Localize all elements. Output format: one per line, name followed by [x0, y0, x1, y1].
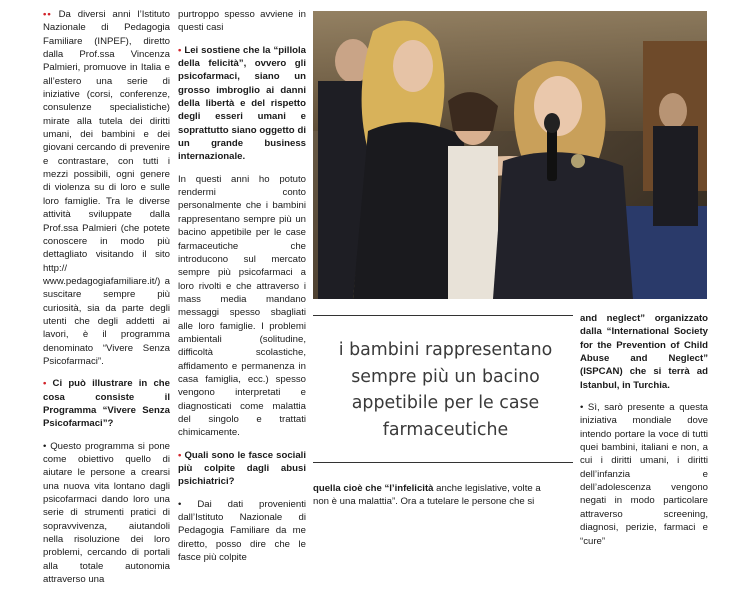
bottom-regular-text: anche legislative, volte a: [433, 483, 541, 494]
continued-paragraph: purtroppo spesso avviene in questi casi: [178, 9, 306, 34]
interview-photo: [313, 11, 707, 299]
answer-2: In questi anni ho potuto rendermi conto personalmente che i bambini rappresentano sempre più un bacino appetibile per le case farmaceutiche che introducono sul mercato sempre più psicofarmaci a loro rivolti e che attraverso i mass media mandano messaggi spesso sbagliati alle loro famiglie. I problemi ambientali (solitudine, difficoltà scolastiche, affidamento e permanenza in casa famiglia, ecc.) spesso vengono interpretati e diagnosticati come malattia del singolo e trattati chimicamente.: [178, 173, 306, 439]
bottom-line-2: non è una malattia”. Ora a tutelare le persone che si: [313, 496, 535, 507]
pull-quote: i bambini rappresentano sempre più un bacino appetibile per le case farmaceutiche: [338, 340, 553, 440]
photo-illustration: [313, 11, 707, 299]
article-column-1: [43, 8, 170, 595]
question-text: Ci può illustrare in che cosa consiste il Programma “Vivere Senza Psicofarmaci”?: [43, 378, 171, 430]
bottom-text-line: [313, 482, 575, 508]
paragraph-marker: ••: [43, 9, 52, 20]
event-paragraph: and neglect” organizzato dalla “International Society for the Prevention of Child Abuse and Neglect” (ISPCAN) che si terrà ad Istanbul, in Turchia.: [580, 313, 708, 391]
question-3: [178, 449, 306, 489]
answer-3: [178, 498, 306, 565]
bullet-marker: •: [43, 440, 47, 452]
bullet-marker: •: [178, 449, 182, 461]
answer-text: Questo programma si pone come obiettivo quello di aiutare le persone a crearsi una nuova vita lontano dagli psicofarmaci dando loro una serie di strumenti pratici di sopravvivenza, aiutandoli nella risoluzione dei loro problemi, cercando di portali alla totale autonomia attraverso una: [43, 440, 171, 586]
article-column-4: [580, 312, 708, 557]
article-column-2: [178, 8, 306, 573]
bullet-marker: •: [178, 498, 182, 510]
pullquote-bottom-rule: [313, 462, 573, 463]
pullquote-top-rule: [313, 315, 573, 316]
intro-text: Da diversi anni l’Istituto Nazionale di Pedagogia Familiare (INPEF), diretto dalla Prof.ssa Vincenza Palmieri, promuove in Italia e all’estero una serie di iniziative (corsi, conferenze, consulenze specialistiche) mirate alla tutela dei diritti umani, dei bambini e dei giovani cercando di prevenire e contrastare, con tutti i mezzi possibili, ogni genere di violenza su di loro e sulle loro famiglie. Tra le diverse attività sviluppate dalla Prof.ssa Palmieri (che potete conoscere in modo più dettagliato visitando il sito http:// www.pedagogiafamiliare.it/) a suscitare sempre più curiosità, sia da parte degli utenti che degli addetti ai lavori, è il programma denominato “Vivere Senza Psicofarmaci”.: [43, 9, 170, 367]
answer-1: [43, 440, 170, 587]
bottom-line-1: [313, 482, 575, 495]
question-1: [43, 377, 170, 430]
answer-text: Dai dati provenienti dall’Istituto Nazionale di Pedagogia Familiare da me diretto, posso dire che le fasce più colpite: [178, 498, 306, 564]
bullet-marker: •: [178, 44, 182, 56]
question-2: [178, 44, 306, 164]
question-text: Quali sono le fasce sociali più colpite dagli abusi psichiatrici?: [178, 449, 307, 488]
intro-paragraph: [43, 8, 170, 368]
question-text: Lei sostiene che la “pillola della felicità”, ovvero gli psicofarmaci, siano un grosso imbroglio ai danni della libertà e del rispetto degli esseri umani e soprattutto siano oggetto di un grande business internazionale.: [178, 44, 306, 163]
bottom-bold-text: quella cioè che “l’infelicità: [313, 483, 434, 494]
bullet-marker: •: [580, 402, 584, 414]
answer-4: [580, 401, 708, 548]
bullet-marker: •: [43, 378, 47, 390]
answer-text: Sì, sarò presente a questa iniziativa mondiale dove intendo portare la voce di tutti quei bambini, italiani e non, a cui i diritti umani, i diritti dell’infanzia e dell’adolescenza vengono negati in modo particolare attraverso screening, diagnosi, perizie, farmaci e “cure”: [580, 402, 709, 547]
